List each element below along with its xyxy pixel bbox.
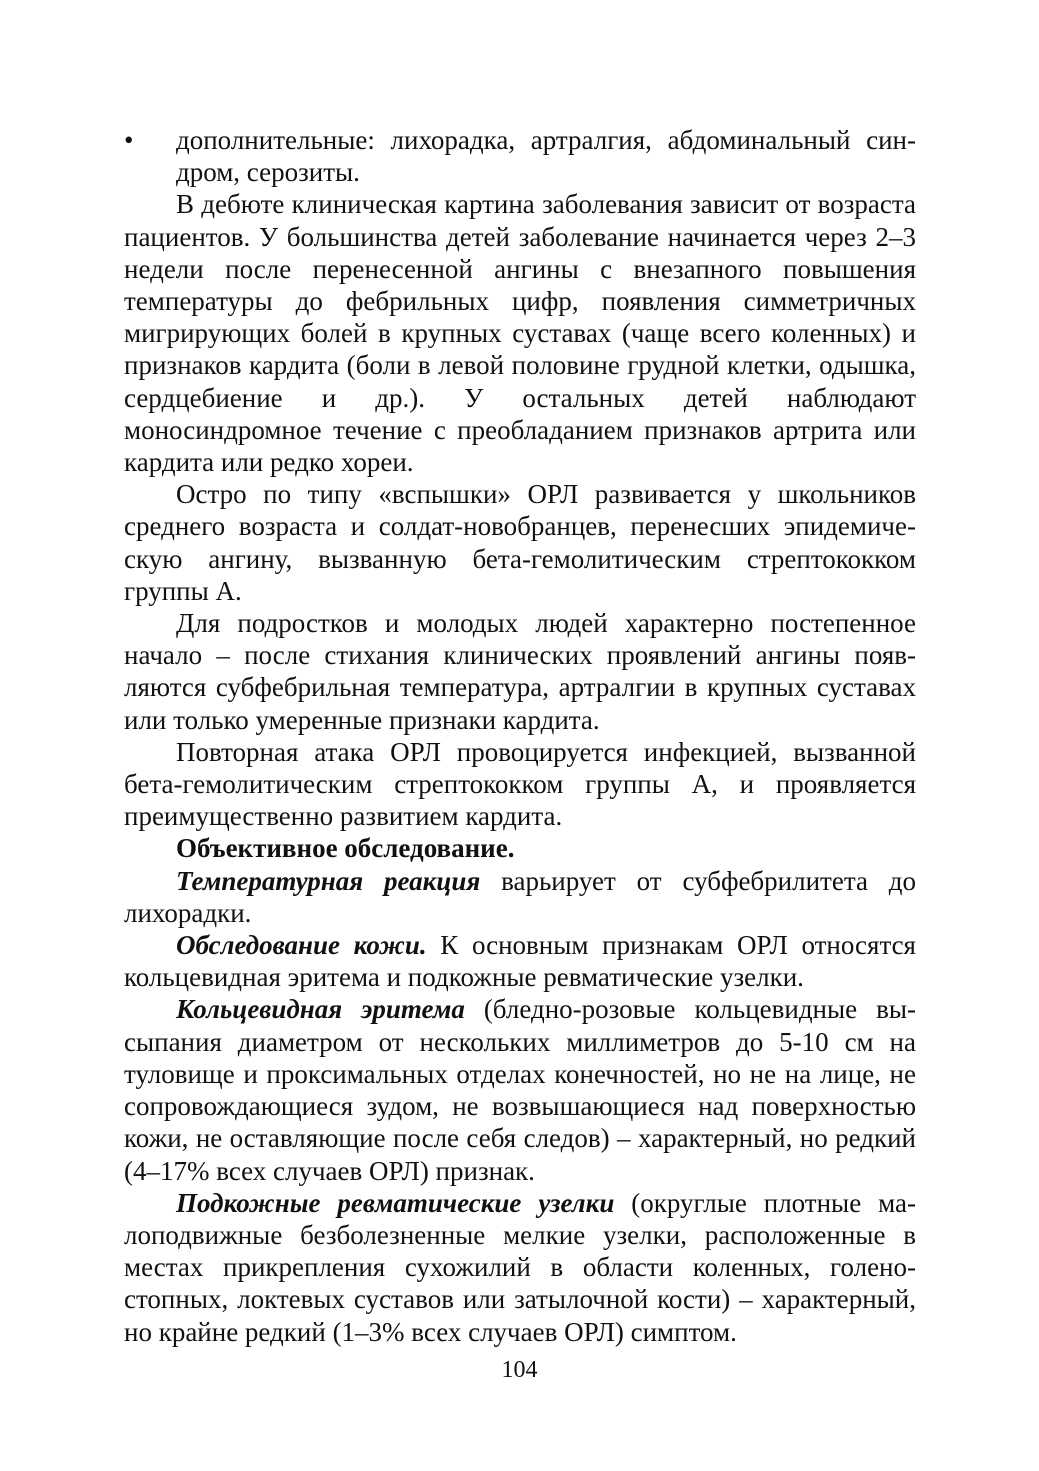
term-erythema-text: (бледно-розовые кольцевидные высыпания диаметром от нескольких миллиметров до 5-10 см на туловище и проксимальных отделах конечностей, но не на лице, не сопровождающиеся зудом, не возвышающиеся над поверхностью кожи, не оставляющие после себя следов) – характерный, но редкий (4–17% всех случаев ОРЛ) признак. [124,994,916,1186]
paragraph-temperature [124,865,916,929]
term-temperature-text: варьирует от субфебрилитета до лихорадки. [124,865,917,928]
page-number: 104 [501,1357,538,1383]
section-heading: Объективное обследование. [176,833,515,864]
term-nodules: Подкожные ревматические узелки [176,1187,615,1218]
paragraph-skin-exam [124,929,916,993]
paragraph-erythema [124,993,916,1186]
term-erythema: Кольцевидная эритема [176,994,465,1025]
paragraph-nodules [124,1187,916,1348]
bullet-icon: • [124,125,134,155]
paragraph-acute-onset: Остро по типу «вспышки» ОРЛ развивается у школьников среднего возраста и солдат-новобранцев, перенесших эпидемическую ангину, вызванную бета-гемолитическим стрептококком группы А. [124,479,916,606]
page-body [124,124,916,1348]
paragraph-debut: В дебюте клиническая картина заболевания зависит от возраста пациентов. У большинства детей заболевание начинается через 2–3 недели после перенесенной ангины с внезапного повышения температуры до фебрильных цифр, появления симметричных мигрирующих болей в крупных суставах (чаще всего коленных) и признаков кардита (боли в левой половине грудной клетки, одышка, сердцебиение и др.). У остальных детей наблюдают моносиндромное течение с преобладанием признаков артрита или кардита или редко хореи. [124,189,916,478]
paragraph-repeat-attack: Повторная атака ОРЛ провоцируется инфекцией, вызванной бета-гемолитическим стрептококком группы А, и проявляется преимущественно развитием кардита. [124,736,916,832]
paragraph-adolescents: Для подростков и молодых людей характерно постепенное начало – после стихания клинических проявлений ангины появляются субфебрильная температура, артралгии в крупных суставах или только умеренные признаки кардита. [124,608,916,735]
bullet-list-item [124,124,916,188]
term-nodules-text: (округлые плотные малоподвижные безболезненные мелкие узелки, расположенные в местах прикрепления сухожилий в области коленных, голеностопных, локтевых суставов или затылочной кости) – характерный, но крайне редкий (1–3% всех случаев ОРЛ) симптом. [124,1187,916,1347]
term-skin-exam: Обследование кожи. [176,930,427,961]
bullet-text: дополнительные: лихорадка, артралгия, абдоминальный синдром, серозиты. [176,125,916,188]
term-skin-exam-text: К основным признакам ОРЛ относятся кольцевидная эритема и подкожные ревматические узелки. [124,930,916,993]
term-temperature: Температурная реакция [176,865,481,896]
